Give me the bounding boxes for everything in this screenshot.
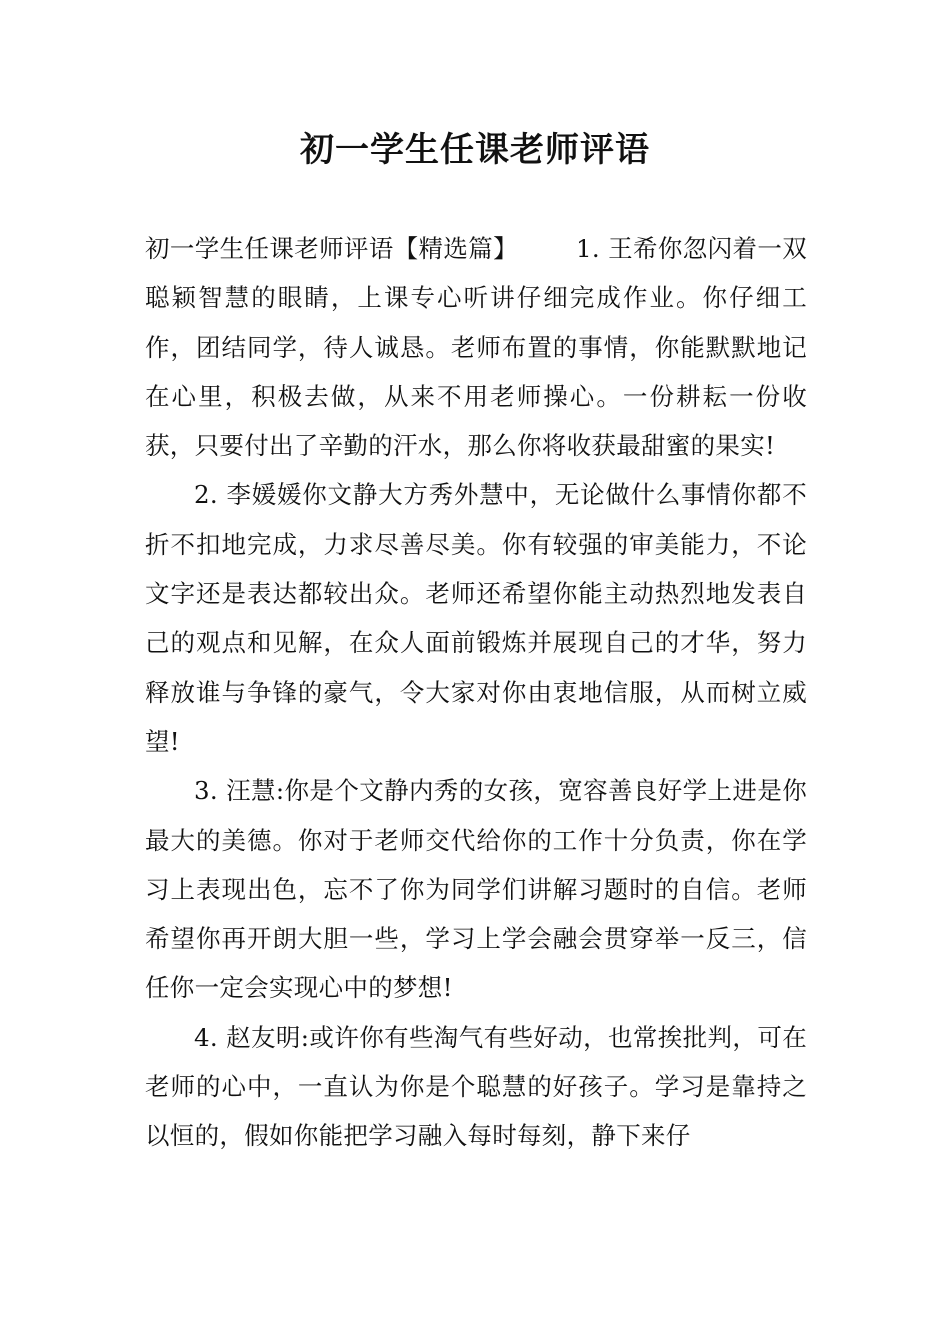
paragraph-2: 2. 李媛媛你文静大方秀外慧中，无论做什么事情你都不折不扣地完成，力求尽善尽美。你有较强的审美能力，不论文字还是表达都较出众。老师还希望你能主动热烈地发表自己的观点和见解，在众人面前锻炼并展现自己的才华，努力释放谁与争锋的豪气，令大家对你由衷地信服，从而树立威望! — [145, 480, 807, 756]
document-body — [145, 224, 807, 1161]
paragraph-3: 3. 汪慧:你是个文静内秀的女孩，宽容善良好学上进是你最大的美德。你对于老师交代给你的工作十分负责，你在学习上表现出色，忘不了你为同学们讲解习题时的自信。老师希望你再开朗大胆一些，学习上学会融会贯穿举一反三，信任你一定会实现心中的梦想! — [145, 776, 807, 1003]
paragraph-1-text: 1. 王希你忽闪着一双聪颖智慧的眼睛，上课专心听讲仔细完成作业。你仔细工作，团结同学，待人诚恳。老师布置的事情，你能默默地记在心里，积极去做，从来不用老师操心。一份耕耘一份收获，只要付出了辛勤的汗水，那么你将收获最甜蜜的果实! — [145, 234, 807, 461]
paragraph-1 — [145, 224, 807, 470]
intro-heading: 初一学生任课老师评语【精选篇】 — [145, 234, 518, 263]
document-title: 初一学生任课老师评语 — [300, 130, 650, 170]
paragraph-4: 4. 赵友明:或许你有些淘气有些好动，也常挨批判，可在老师的心中，一直认为你是个聪慧的好孩子。学习是靠持之以恒的，假如你能把学习融入每时每刻，静下来仔 — [145, 1022, 807, 1151]
